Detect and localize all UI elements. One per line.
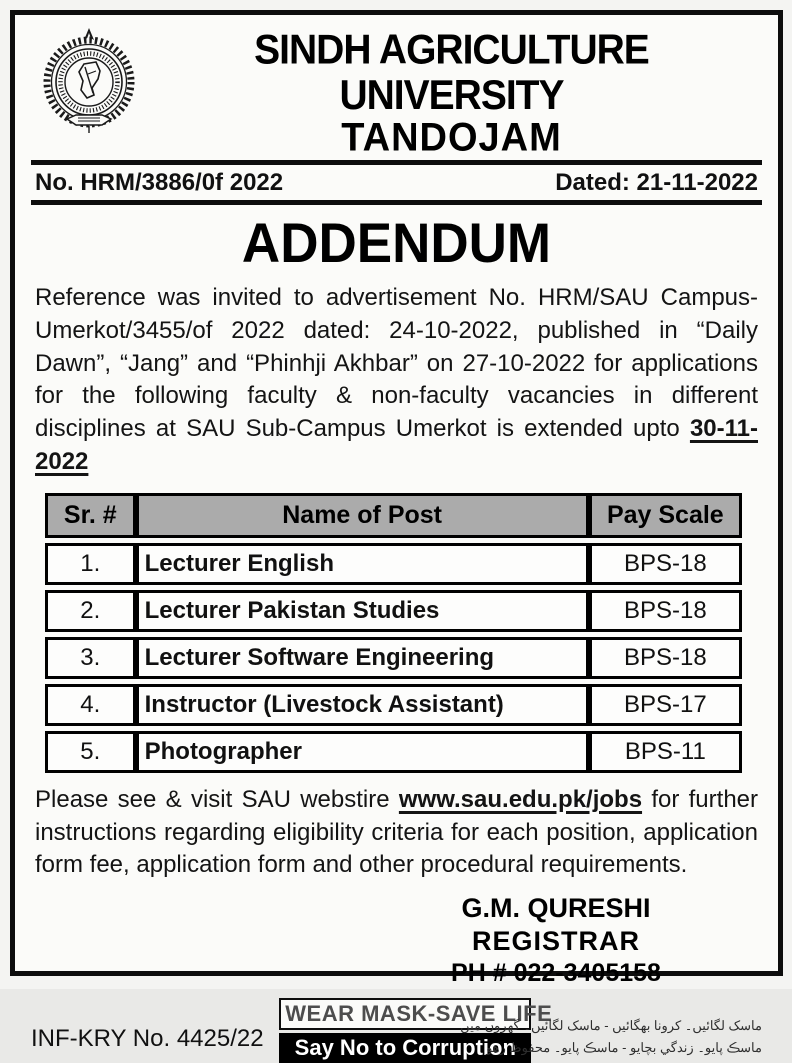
say-no-to-corruption-badge: Say No to Corruption [279,1033,531,1063]
row-scale: BPS-11 [589,731,742,773]
signature-block [406,892,706,988]
row-sr: 4. [45,684,136,726]
notice-body-paragraph [29,280,764,478]
urdu-slogan-block [460,1015,762,1063]
urdu-slogan-line1: ماسک لگائیں۔ کرونا بھگائیں - ماسک لگائیں۔ گھروں میں [460,1018,762,1034]
reference-number: No. HRM/3886/0f 2022 [35,169,284,197]
row-post: Lecturer English [136,543,589,585]
table-row [45,543,742,585]
university-title-block [139,23,764,160]
row-sr: 3. [45,637,136,679]
row-post: Lecturer Pakistan Studies [136,590,589,632]
inf-kry-reference: INF-KRY No. 4425/22 [31,1025,264,1053]
notice-body-text: Reference was invited to advertisement No. HRM/SAU Campus-Umerkot/3455/of 2022 dated: 24-10-2022, published in “Daily Dawn”, “Jang” and “Phinhji Akhbar” on 27-10-2022 for applications for the following faculty & non-faculty vacancies in different disciplines at SAU Sub-Campus Umerkot is extended upto [35,284,758,442]
university-seal-icon [29,23,139,142]
university-name: SINDH AGRICULTURE UNIVERSITY [254,27,649,119]
reference-row [29,165,764,200]
row-scale: BPS-17 [589,684,742,726]
row-sr: 5. [45,731,136,773]
row-scale: BPS-18 [589,637,742,679]
vacancies-table [45,488,742,778]
table-row [45,731,742,773]
col-header-post: Name of Post [136,493,589,538]
notice-title: ADDENDUM [241,212,552,275]
row-post: Lecturer Software Engineering [136,637,589,679]
row-scale: BPS-18 [589,590,742,632]
table-row [45,637,742,679]
advert-border-frame [10,10,783,1061]
divider-rule-bottom [31,200,762,205]
row-sr: 2. [45,590,136,632]
row-scale: BPS-18 [589,543,742,585]
wear-mask-badge: WEAR MASK-SAVE LIFE [279,998,531,1030]
dated-label: Dated: 21-11-2022 [555,169,758,197]
signatory-phone: PH # 022-3405158 [451,958,661,987]
row-sr: 1. [45,543,136,585]
table-row [45,684,742,726]
website-note-before: Please see & visit SAU webstire [35,786,399,814]
vacancies-table-wrap [29,478,764,782]
university-city: TANDOJAM [341,115,562,160]
website-note-paragraph [29,782,764,882]
signatory-designation: REGISTRAR [471,926,640,957]
website-note-after: for further instructions regarding eligibility criteria for each position, application form fee, application form and other procedural requirements. [35,786,758,879]
website-url: www.sau.edu.pk/jobs [398,786,643,814]
col-header-sr: Sr. # [45,493,136,538]
signatory-name: G.M. QURESHI [461,893,651,924]
col-header-scale: Pay Scale [589,493,742,538]
masthead [29,23,764,160]
table-header-row [45,493,742,538]
row-post: Photographer [136,731,589,773]
row-post: Instructor (Livestock Assistant) [136,684,589,726]
table-row [45,590,742,632]
urdu-slogan-line2: ماسڪ پايو۔ زندگي بچايو - ماسڪ پايو۔ محفوظ رهو [486,1040,762,1056]
footer-row [29,998,764,1063]
extended-date: 30-11-2022 [35,414,758,475]
